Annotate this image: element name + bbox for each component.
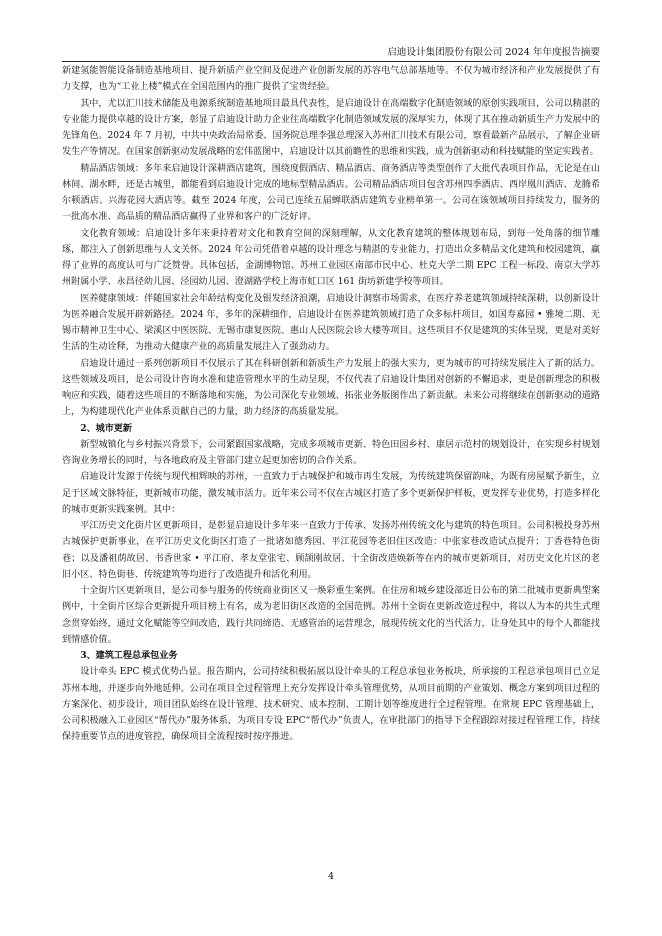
main-content — [62, 63, 600, 855]
paragraph-old-city-protection: 启迪设计发源于传统与现代相辉映的苏州，一直致力于古城保护和城市再生发展，为传统建筑保留韵味，为既有房屋赋予新生，立足于区域文脉特征，更新城市功能，激发城市活力。近年来公司不仅在古城区打造了多个更新保护样板，更发挥专业优势，打造多样化的城市更新实践案例。其中： — [62, 472, 600, 515]
paragraph-healthcare: 医养健康领域：伴随国家社会年龄结构变化及银发经济浪潮，启迪设计洞察市场需求，在医疗养老建筑领域持续深耕，以创新设计为医养融合发展开辟新路径。2024 年，多年的深耕细作，启迪设计在医养建筑领域打造了众多标杆项目，如国寿嘉园 • 雅境二期、无锡市精神卫生中心、梁溪区中医医院、无锡市康复医院、惠山人民医院会诊大楼等项目。这些项目不仅是建筑的实体呈现，更是对美好生活的生动诠释，为推动大健康产业的高质量发展注入了强劲动力。 — [62, 293, 600, 353]
paragraph-epc-advantages: 设计牵头 EPC 模式优势凸显。报告期内，公司持续积极拓展以设计牵头的工程总承包业务板块，所承接的工程总承包项目已立足苏州本地，并逐步向外地延伸。公司在项目全过程管理上充分发挥设计牵头管理优势，从项目前期的产业策划、概念方案到项目过程的方案深化、初步设计，项目团队始终在设计管理、技术研究、成本控制、工期计划等维度进行全过程管理。在常规 EPC 管理基础上，公司积极融入工业园区“帮代办”服务体系，为项目专设 EPC“帮代办”负责人，在审批部门的指导下全程跟踪对接过程管理工作，持续保持重要节点的进度管控，确保项目全流程按时按序推进。 — [62, 667, 600, 743]
paragraph-shiquan-street: 十全街片区更新项目，是公司参与服务的传统商业街区又一焕彩重生案例。在住房和城乡建设部近日公布的第二批城市更新典型案例中，十全街片区综合更新提升项目榜上有名，成为老旧街区改造的全国范例。苏州十全街在更新改造过程中，将以人为本的共生式理念贯穿始终，通过文化赋能等空间改造，践行共同缔造、无感管治的运营理念，展现传统文化的当代活力，让身处其中的每个人都能找到情感价值。 — [62, 586, 600, 645]
paragraph-pingjiang-project: 平江历史文化街片区更新项目，是彰显启迪设计多年来一直致力于传承、发扬苏州传统文化与建筑的特色项目。公司积极投身苏州古城保护更新事业，在平江历史文化街区打造了一批诸如德秀园、平江花园等老旧住区改造：中张家巷改造试点提升；丁香巷特色街巷；以及潘祖荫故居、书香世家 • 平江府、孝友堂张宅、顾颉刚故居、十全街改造焕新等在内的城市更新项目，对历史文化片区的老旧小区、特色街巷、传统建筑等均进行了改造提升和活化利用。 — [62, 521, 600, 580]
paragraph-culture-education: 文化教育领域：启迪设计多年来秉持着对文化和教育空间的深刻理解，从文化教育建筑的整体规划布局，到每一处角落的细节雕琢，都注入了创新思维与人文关怀。2024 年公司凭借着卓越的设计理念与精湛的专业能力，打造出众多精品文化建筑和校园建筑，赢得了业界的高度认可与广泛赞誉。具体包括，金湖博物馆、苏州工业园区南部市民中心、杜克大学二期 EPC 工程一标段、南京大学苏州附属小学、永昌径幼儿园、泾园幼儿园、澄湖路学校上海市虹口区 161 街坊新建学校等项目。 — [62, 228, 600, 288]
paragraph-boutique-hotels: 精品酒店领域：多年来启迪设计深耕酒店建筑，围绕度假酒店、精品酒店、商务酒店等类型创作了大批代表项目作品，无论是在山林间、湖水畔，还是古城里，都能看到启迪设计完成的地标型精品酒店。公司精品酒店项目包含苏州四季酒店、西岸凰川酒店、龙腾希尔顿酒店、兴海花园大酒店等。截至 2024 年度，公司已连续五届蝉联酒店建筑专业榜单第一。公司在该领域项目持续发力，服务的一批高水准、高品质的精品酒店赢得了业界和客户的广泛好评。 — [62, 163, 600, 223]
paragraph-huichuan-project: 其中，尤以汇川技术储能及电源系统制造基地项目最具代表性，是启迪设计在高端数字化制造领域的原创实践项目，公司以精湛的专业能力提供卓越的设计方案，彰显了启迪设计助力企业往高端数字化制造领域发展的深厚实力，体现了其在推动新质生产力发展中的先锋角色。2024 年 7 月初，中共中央政治局常委、国务院总理李强总理深入苏州汇川技术有限公司，察看最新产品展示，了解企业研发生产等情况。在国家创新驱动发展战略的宏伟蓝图中，启迪设计以其前瞻性的思维和实践，成为创新驱动和科技赋能的坚定实践者。 — [62, 98, 600, 158]
header-divider — [62, 61, 600, 62]
section-heading-urban-renewal: 2、城市更新 — [80, 422, 132, 434]
paragraph-industrial-continued: 新建氢能智能设备制造基地项目、提升新质产业空间及促进产业创新发展的苏容电气总部基地等。不仅为城市经济和产业发展提供了有力支撑，也为“工业上楼”模式在全国范围内的推广提供了宝贵经验。 — [62, 66, 600, 93]
section-heading-epc: 3、建筑工程总承包业务 — [80, 650, 178, 661]
report-header: 启迪设计集团股份有限公司 2024 年年度报告摘要 — [387, 47, 600, 58]
page-number: 4 — [327, 871, 335, 882]
paragraph-urban-renewal-intro: 新型城镇化与乡村振兴背景下，公司紧跟国家战略，完成多项城市更新、特色田园乡村、康居示范村的规划设计，在实现乡村规划咨询业务增长的同时，与各地政府及主管部门建立起更加密切的合作关系。 — [62, 439, 600, 466]
paragraph-innovation-summary: 启迪设计通过一系列创新项目不仅展示了其在科研创新和新质生产力发展上的强大实力，更为城市的可持续发展注入了新的活力。这些领域及项目，是公司设计咨询水准和建造管理水平的生动呈现，不仅代表了启迪设计集团对创新的不懈追求，更是创新理念的积极响应和实践，随着这些项目的不断落地和实施，为公司深化专业领域、拓张业务版图作出了新贡献。未来公司将继续在创新驱动的道路上，为构建现代化产业体系贡献自己的力量，助力经济的高质量发展。 — [62, 358, 600, 418]
